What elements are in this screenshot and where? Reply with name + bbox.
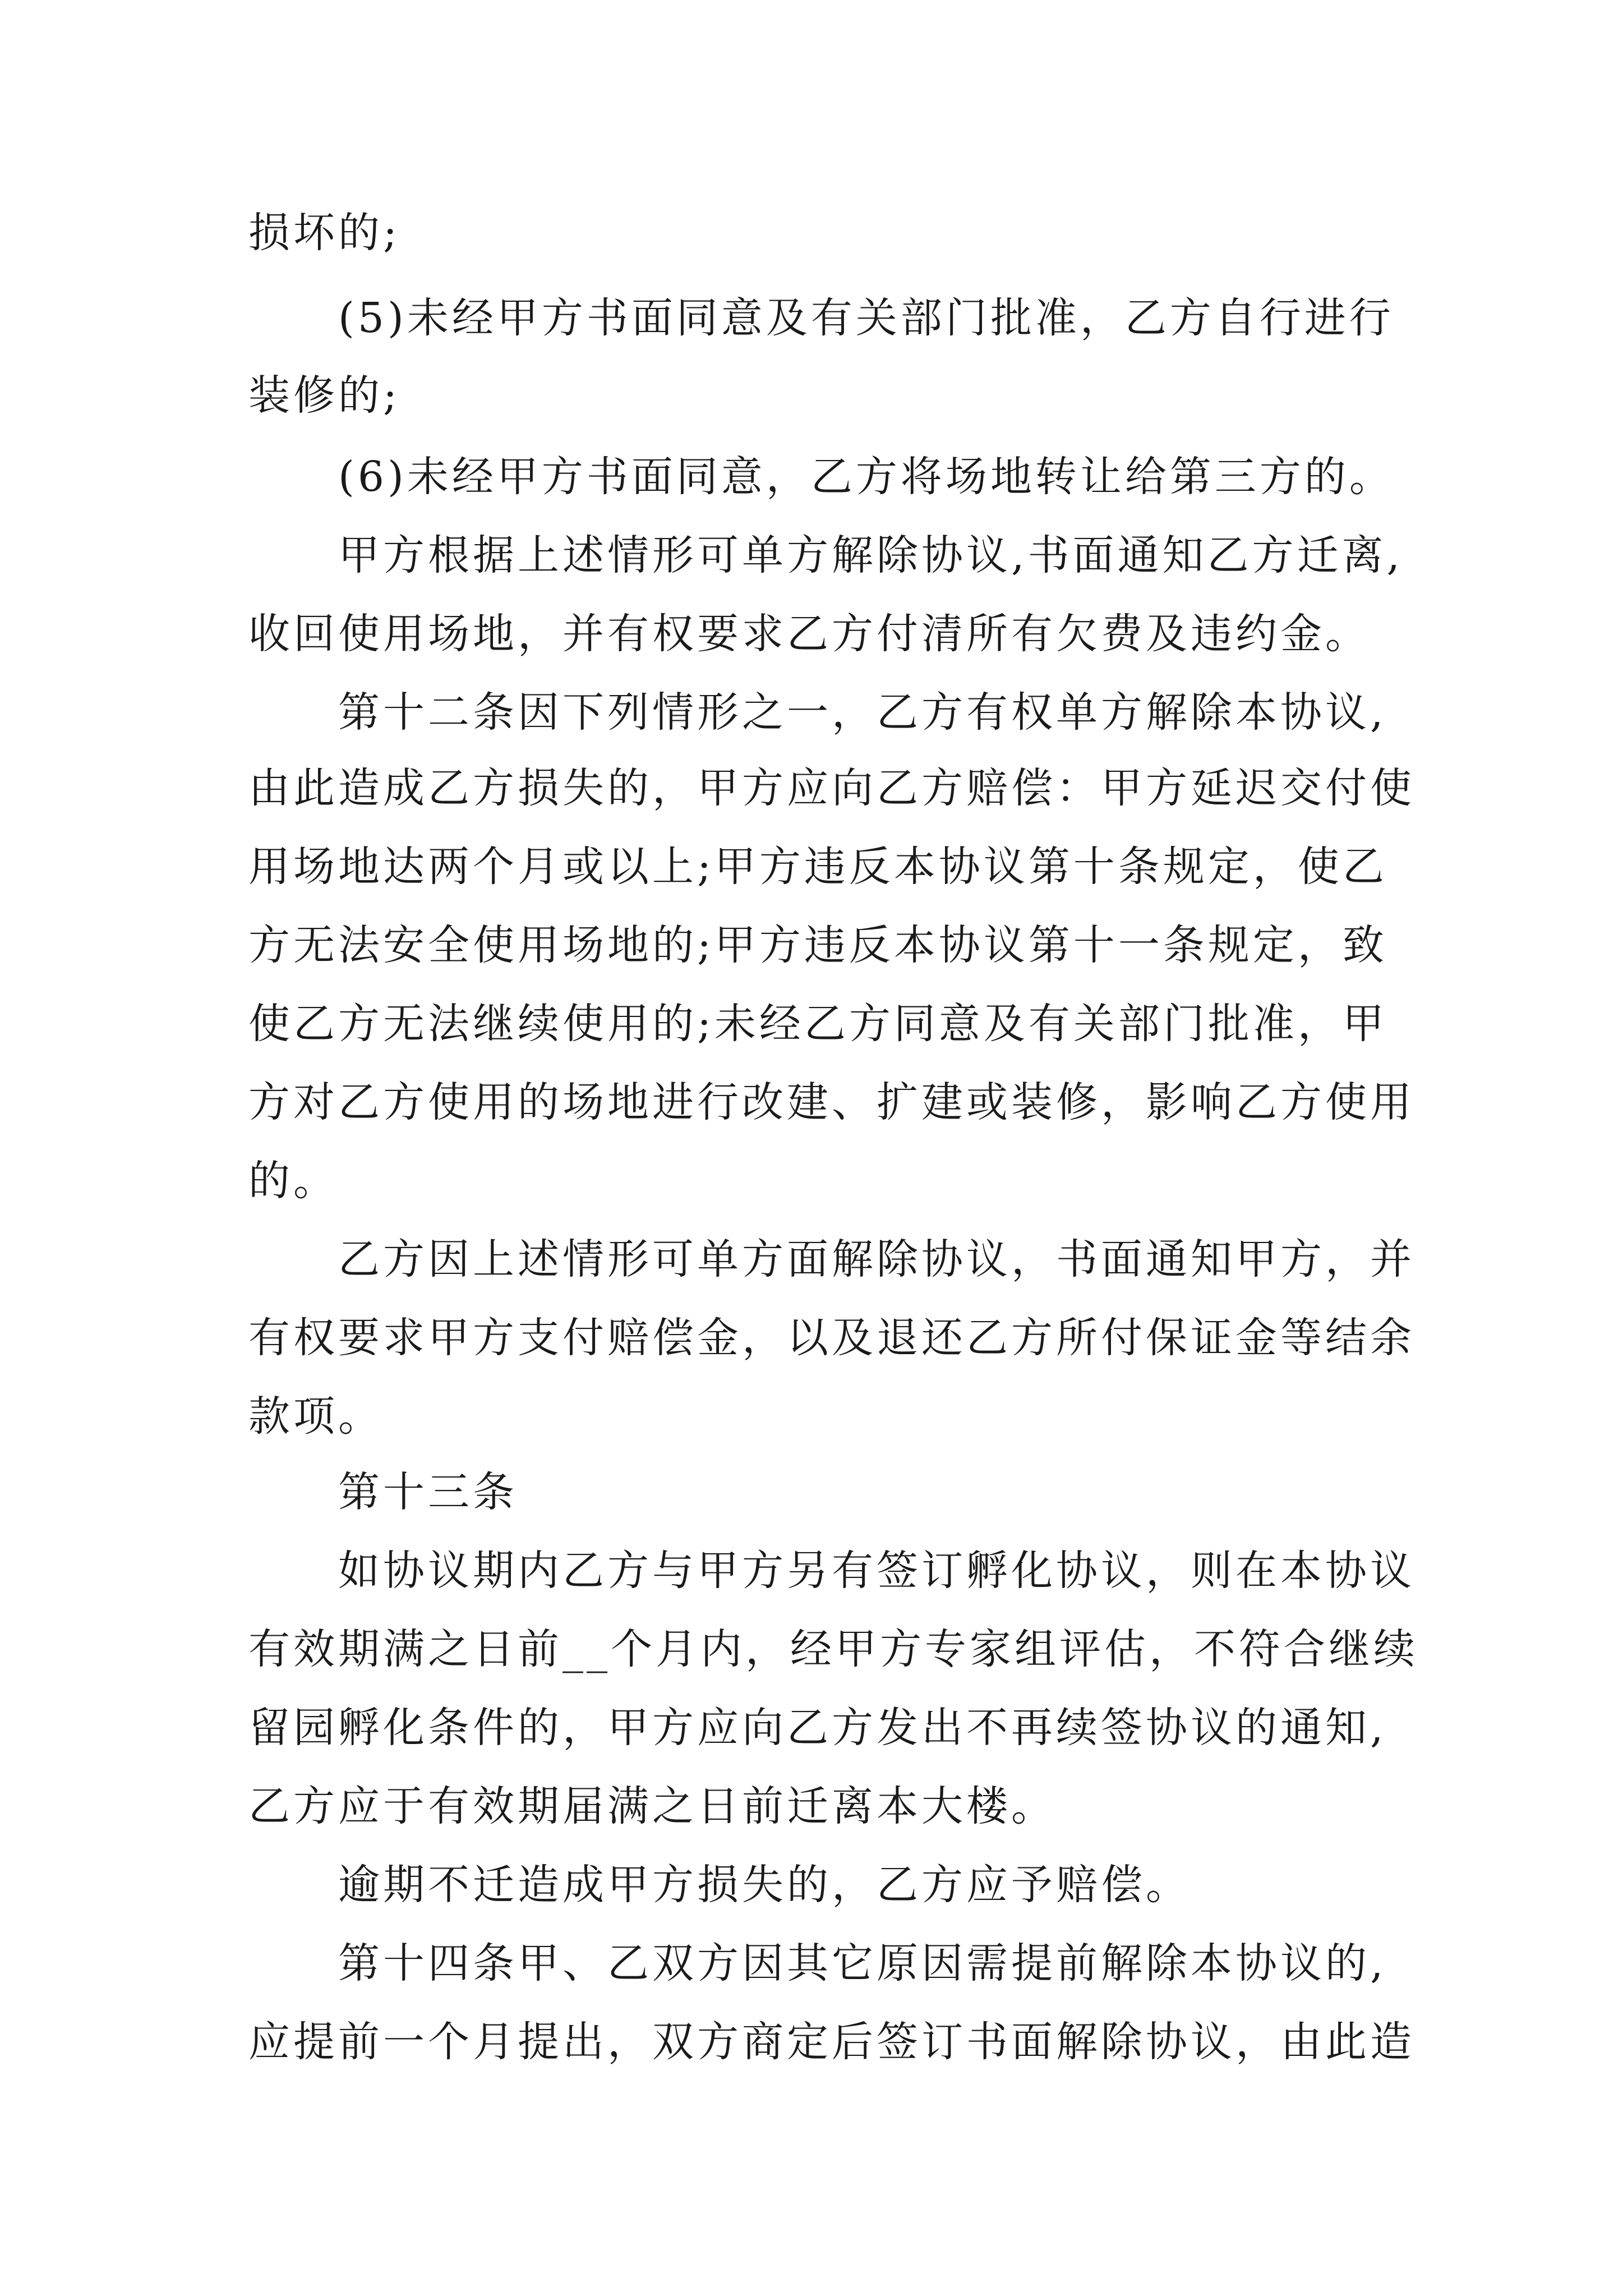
text-line: 甲方根据上述情形可单方解除协议,书面通知乙方迁离, [338,531,1404,579]
text-line: 损坏的; [248,209,400,257]
text-line: 有效期满之日前__个月内，经甲方专家组评估，不符合继续 [248,1625,1418,1673]
text-line: 逾期不迁造成甲方损失的，乙方应予赔偿。 [338,1861,1191,1909]
text-line: 方无法安全使用场地的;甲方违反本协议第十一条规定，致 [248,921,1387,969]
text-line: 乙方应于有效期届满之日前迁离本大楼。 [248,1782,1056,1830]
text-line: 收回使用场地，并有权要求乙方付清所有欠费及违约金。 [248,610,1370,658]
text-line: (5)未经甲方书面同意及有关部门批准，乙方自行进行 [338,294,1394,342]
text-line: 乙方因上述情形可单方面解除协议，书面通知甲方，并 [338,1235,1415,1283]
text-line: 款项。 [248,1392,383,1441]
text-line: 用场地达两个月或以上;甲方违反本协议第十条规定，使乙 [248,843,1387,891]
text-line: 如协议期内乙方与甲方另有签订孵化协议，则在本协议 [338,1547,1415,1595]
text-line: 方对乙方使用的场地进行改建、扩建或装修，影响乙方使用 [248,1078,1415,1126]
text-line: 留园孵化条件的，甲方应向乙方发出不再续签协议的通知, [248,1704,1387,1752]
text-line: 第十四条甲、乙双方因其它原因需提前解除本协议的, [338,1939,1387,1987]
text-line: (6)未经甲方书面同意，乙方将场地转让给第三方的。 [338,453,1394,501]
text-line: 第十二条因下列情形之一，乙方有权单方解除本协议, [338,688,1387,737]
text-line: 使乙方无法继续使用的;未经乙方同意及有关部门批准，甲 [248,1000,1387,1048]
text-line: 由此造成乙方损失的，甲方应向乙方赔偿：甲方延迟交付使 [248,764,1415,812]
text-line: 应提前一个月提出，双方商定后签订书面解除协议，由此造 [248,2018,1415,2066]
text-line: 装修的; [248,371,400,420]
text-line: 第十三条 [338,1468,518,1516]
text-line: 有权要求甲方支付赔偿金，以及退还乙方所付保证金等结余 [248,1314,1415,1362]
text-line: 的。 [248,1157,338,1205]
